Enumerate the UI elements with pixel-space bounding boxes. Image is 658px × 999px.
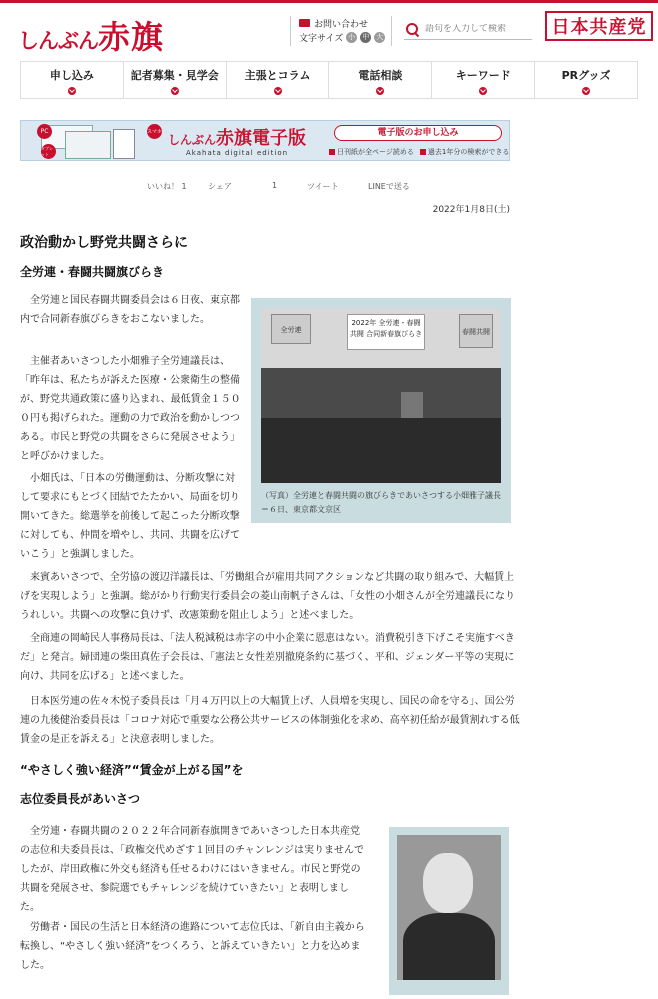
banner-features [323, 147, 509, 157]
article-title: 政治動かし野党共闘さらに [20, 235, 188, 251]
article-paragraph: 全商連の岡崎民人事務局長は、「法人税減税は赤字の中小企業に恩恵はない。消費税引き下げこそ実施すべきだ」と発言。婦団連の柴田真佐子会長は、「憲法と女性差別撤廃条約に基づく、平和、ジェンダー平等の実現に向け、共同を広げる」と述べました。 [20, 633, 515, 682]
top-accent-line [0, 0, 658, 3]
portrait-head [423, 853, 473, 913]
sign-text: 2022年 全労連・春闘共闘 合同新春旗びらき [349, 319, 423, 338]
contact-label: お問い合わせ [314, 19, 369, 30]
nav-label: 申し込み [49, 69, 94, 82]
phone-screen-image [113, 129, 135, 159]
nav-item-subscribe[interactable] [20, 62, 123, 98]
article-date: 2022年1月8日(土) [432, 205, 510, 215]
like-button[interactable]: いいね！ 1 [147, 182, 187, 191]
contact-link[interactable] [299, 16, 391, 30]
tablet-screen-image [65, 131, 111, 159]
font-size-control [299, 30, 391, 44]
article-paragraph: 全労連と国民春闘共闘委員会は６日夜、東京都内で合同新春旗びらきをおこないました。 [20, 295, 240, 325]
chevron-down-icon [171, 87, 179, 95]
nav-label: キーワード [455, 69, 511, 82]
section-heading: “やさしく強い経済”“賃金が上がる国”を [20, 763, 244, 777]
search-box [404, 19, 532, 40]
main-nav [20, 61, 638, 99]
article-paragraph: 労働者・国民の生活と日本経済の進路について志位氏は、「新自由主義から転換し、“やさしく強い経済”をつくろう、と訴えていきたい」と力を込めました。 [20, 922, 365, 971]
banner-title-big: 赤旗電子版 [216, 128, 307, 149]
chevron-down-icon [274, 87, 282, 95]
pc-badge: PC [37, 124, 52, 139]
nav-label: 電話相談 [358, 69, 403, 82]
banner-subtitle: Akahata digital edition [186, 149, 289, 157]
bullet-icon [329, 149, 335, 155]
font-size-medium-button[interactable]: 中 [362, 33, 370, 41]
tweet-button[interactable]: ツイート [307, 182, 339, 191]
photo-sign [347, 314, 425, 350]
jcp-logo[interactable]: 日本共産党 [545, 11, 653, 41]
search-icon[interactable] [406, 23, 419, 36]
nav-item-recruit[interactable] [123, 62, 226, 98]
nav-label: PRグッズ [561, 69, 611, 82]
nav-label: 記者募集・見学会 [130, 69, 219, 82]
article-paragraph: 主催者あいさつした小畑雅子全労連議長は、「昨年は、私たちが訴えた医療・公衆衛生の整備が、野党共通政策に盛り込まれ、最低賃金１５００円も掲げられた。運動の力で政治を動かしつつある。市民と野党の共闘をさらに発展させよう」と呼びかけました。 [20, 356, 241, 462]
section-heading: 志位委員長があいさつ [20, 792, 141, 806]
banner-title [168, 124, 306, 150]
phone-badge: スマホ [147, 124, 162, 139]
banner-feature: 日刊紙が全ページ読める [337, 148, 414, 156]
article-paragraph: 来賓あいさつで、全労協の渡辺洋議長は、「労働組合が雇用共同アクションなど共闘の取り組みで、大幅賃上げを実現しよう」と強調。総がかり行動実行委員会の菱山南帆子さんは、「女性の小畑さんが全労連議長になりうれしい。共闘への攻撃に負けず、改憲策動を阻止しよう」と述べました。 [20, 572, 515, 621]
article-paragraph: 日本医労連の佐々木悦子委員長は「月４万円以上の大幅賃上げ、人員増を実現し、国民の命を守る」、国公労連の九後健治委員長は「コロナ対応で重要な公務公共サービスの体制強化を求め、高卒初任給が最賃割れする低賃金の是正を訴える」と決意表明しました。 [20, 696, 520, 745]
akahata-logo[interactable] [18, 12, 164, 58]
portrait-photo[interactable] [397, 835, 501, 980]
portrait-figure [389, 827, 509, 995]
photo-podium [401, 392, 423, 418]
chevron-down-icon [376, 87, 384, 95]
nav-label: 主張とコラム [244, 69, 311, 82]
article-photo-figure [251, 298, 511, 523]
flag-left-text: 全労連 [280, 326, 302, 334]
share-count: 1 [272, 181, 278, 190]
chevron-down-icon [582, 87, 590, 95]
article-paragraph: 全労連・春闘共闘の２０２２年合同新春旗開きであいさつした日本共産党の志位和夫委員長は、「政権交代めざす１回目のチャンレンジは実りませんでしたが、岸田政権に外交も経済も任せるわけにはいきません。市民と野党の共闘を発展させ、参院選でもチャレンジを続けていきたい」と表明しました。 [20, 826, 364, 913]
logo-big-text: 赤旗 [98, 18, 165, 56]
nav-item-keyword[interactable] [431, 62, 534, 98]
font-size-large-button[interactable]: 大 [376, 33, 384, 41]
photo-flag-right [459, 314, 493, 348]
font-size-small-button[interactable]: 小 [348, 33, 356, 41]
banner-feature: 過去1年分の検索ができる [427, 148, 510, 156]
nav-item-pr-goods[interactable] [534, 62, 638, 98]
portrait-body [403, 913, 495, 980]
nav-item-editorials[interactable] [226, 62, 329, 98]
utility-box [290, 16, 392, 46]
mail-icon [299, 19, 310, 27]
tablet-badge: タブレット [41, 144, 56, 159]
line-share-button[interactable]: LINEで送る [368, 182, 410, 191]
photo-flag-left [271, 314, 311, 344]
photo-audience [261, 418, 501, 483]
share-button[interactable]: シェア [208, 182, 232, 191]
flag-right-text: 春闘共闘 [462, 328, 490, 336]
bullet-icon [420, 149, 426, 155]
article-subtitle: 全労連・春闘共闘旗びらき [20, 265, 165, 279]
chevron-down-icon [68, 87, 76, 95]
digital-edition-banner[interactable] [20, 120, 510, 161]
photo-caption: （写真）全労連と春闘共闘の旗びらきであいさつする小畑雅子議長＝６日、東京都文京区 [261, 491, 501, 514]
nav-item-phone-consult[interactable] [328, 62, 431, 98]
font-size-label: 文字サイズ [299, 33, 344, 44]
search-input[interactable] [425, 24, 530, 34]
event-photo[interactable] [261, 308, 501, 483]
article-paragraph: 小畑氏は、「日本の労働運動は、分断攻撃に対して要求にもとづく団結でたたかい、局面を切り開いてきた。総選挙を前後して起こった分断攻撃に対しても、仲間を増やし、共同、共闘を広げていこう」と強調しました。 [20, 473, 240, 560]
chevron-down-icon [479, 87, 487, 95]
banner-title-small: しんぶん [168, 133, 217, 147]
logo-small-text: しんぶん [18, 29, 98, 53]
digital-apply-button[interactable]: 電子版のお申し込み [334, 125, 502, 141]
